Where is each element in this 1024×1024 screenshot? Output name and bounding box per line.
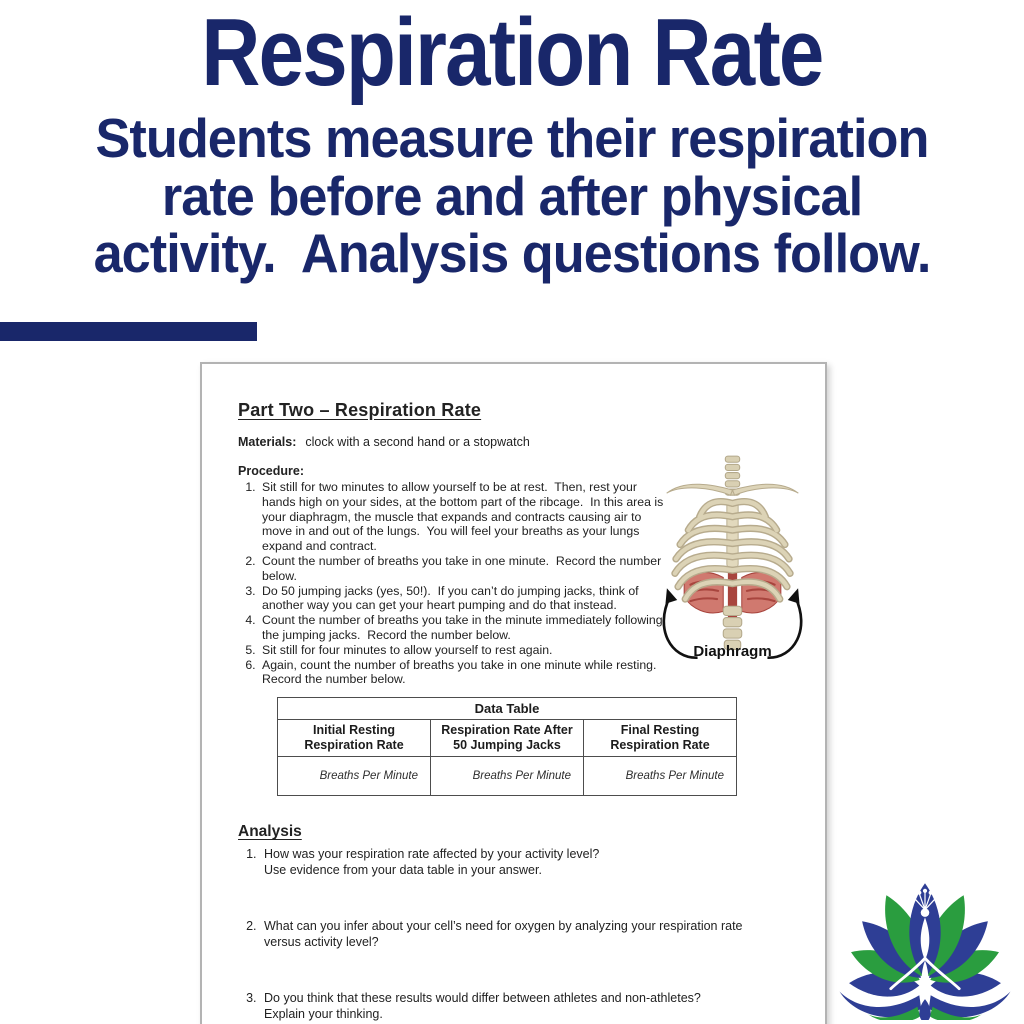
materials-label: Materials: [238, 435, 297, 449]
materials-line [238, 435, 825, 449]
table-column-header: Initial Resting Respiration Rate [278, 720, 431, 757]
table-caption: Data Table [278, 698, 737, 720]
table-column-header: Final Resting Respiration Rate [584, 720, 737, 757]
procedure-list [238, 480, 671, 687]
table-cell: Breaths Per Minute [278, 757, 431, 796]
analysis-list [238, 846, 825, 1022]
analysis-question: 2. What can you infer about your cell’s need for oxygen by analyzing your respiration rate versus activity level? [260, 918, 825, 950]
analysis-question: 1. How was your respiration rate affected by your activity level? Use evidence from your data table in your answer. [260, 846, 825, 878]
page-subtitle [0, 106, 1024, 285]
procedure-step: 6. Again, count the number of breaths you take in one minute while resting. Record the number below. [259, 658, 671, 688]
worksheet-page [200, 362, 827, 1024]
procedure-step: 2. Count the number of breaths you take in one minute. Record the number below. [259, 554, 671, 584]
diaphragm-figure [650, 452, 815, 670]
analysis-heading: Analysis [238, 823, 302, 841]
table-row [278, 757, 737, 796]
ribcage-illustration [650, 452, 815, 670]
procedure-step: 1. Sit still for two minutes to allow yourself to be at rest. Then, rest your hands high on your sides, at the bottom part of the ribcage. In this area is your diaphragm, the muscle that expands and contracts causing air to move in and out of the lungs. You will feel your breaths as your lungs expand and contract. [259, 480, 671, 554]
promo-header [0, 0, 1024, 283]
brand-logo [830, 868, 1020, 1020]
procedure-step: 3. Do 50 jumping jacks (yes, 50!). If you can’t do jumping jacks, think of another way you can get your heart pumping and do that instead. [259, 584, 671, 614]
procedure-step: 5. Sit still for four minutes to allow yourself to rest again. [259, 643, 671, 658]
subtitle-line: Students measure their respiration [95, 106, 929, 169]
subtitle-line: activity. Analysis questions follow. [93, 222, 931, 285]
table-column-header: Respiration Rate After 50 Jumping Jacks [431, 720, 584, 757]
procedure-label: Procedure: [238, 464, 304, 478]
data-table [277, 697, 737, 796]
table-cell: Breaths Per Minute [431, 757, 584, 796]
divider-bar [0, 322, 257, 341]
worksheet-heading: Part Two – Respiration Rate [238, 400, 482, 420]
procedure-step: 4. Count the number of breaths you take in the minute immediately following the jumping jacks. Record the number below. [259, 613, 671, 643]
table-cell: Breaths Per Minute [584, 757, 737, 796]
lotus-peacock-logo [830, 868, 1020, 1020]
analysis-question: 3. Do you think that these results would differ between athletes and non-athletes? Explain your thinking. [260, 990, 825, 1022]
page-title: Respiration Rate [201, 0, 823, 106]
subtitle-line: rate before and after physical [161, 164, 863, 227]
figure-label: Diaphragm [693, 643, 772, 660]
materials-text: clock with a second hand or a stopwatch [305, 435, 530, 449]
